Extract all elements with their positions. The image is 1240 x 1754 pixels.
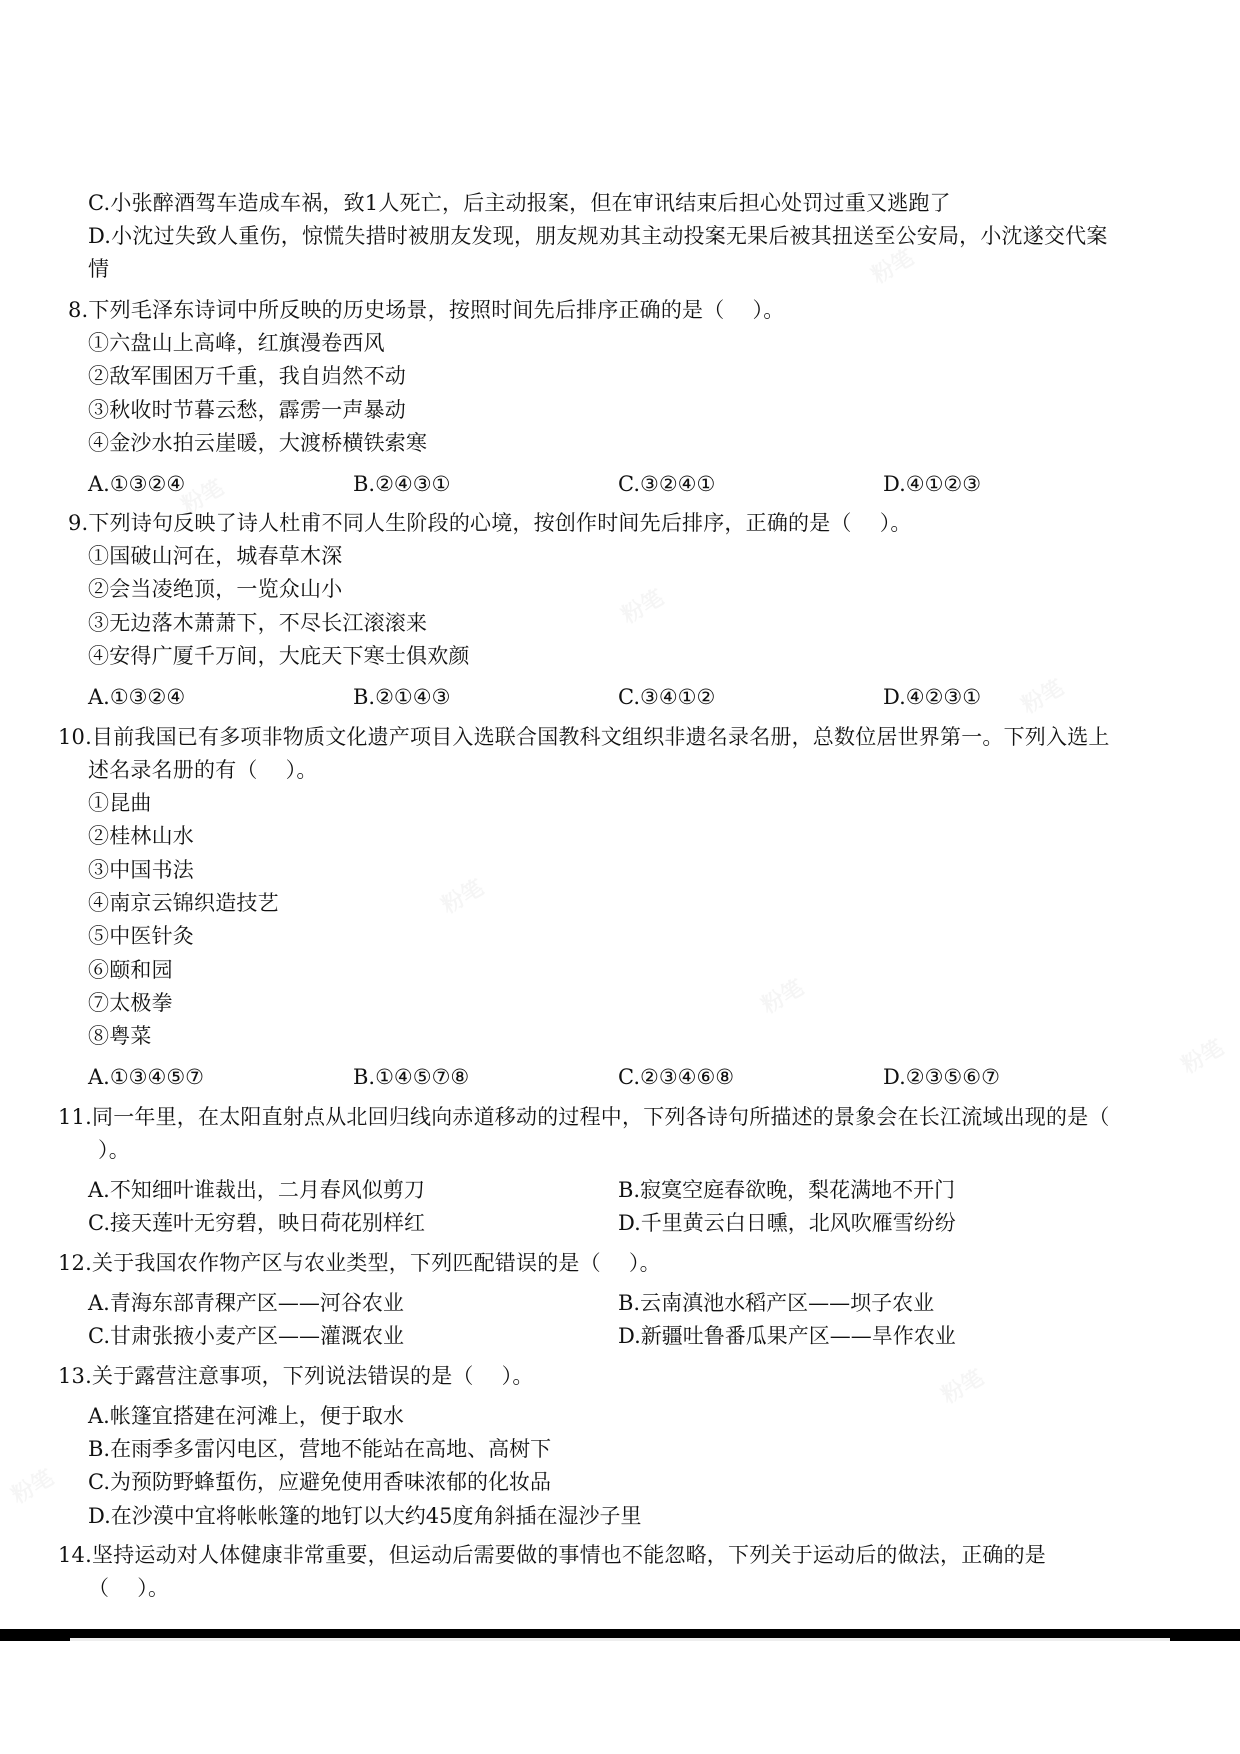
- watermark: 粉笔: [437, 875, 489, 920]
- q8-option-a[interactable]: A.①③②④: [88, 472, 186, 496]
- q7-option-d: D.小沈过失致人重伤，惊慌失措时被朋友发现，朋友规劝其主动投案无果后被其扭送至公安局，小沈遂交代案: [88, 224, 1108, 248]
- q12-stem: 12.关于我国农作物产区与农业类型，下列匹配错误的是（ ）。: [58, 1251, 661, 1275]
- q9-stem: 9.下列诗句反映了诗人杜甫不同人生阶段的心境，按创作时间先后排序，正确的是（ ）。: [68, 511, 912, 535]
- watermark: 粉笔: [7, 1465, 59, 1510]
- q11-option-d[interactable]: D.千里黄云白日曛，北风吹雁雪纷纷: [618, 1211, 956, 1235]
- watermark: 粉笔: [1017, 675, 1069, 720]
- q13-option-c[interactable]: C.为预防野蜂蜇伤，应避免使用香味浓郁的化妆品: [88, 1470, 551, 1494]
- q8-item: ①六盘山上高峰，红旗漫卷西风: [88, 331, 385, 355]
- q12-option-a[interactable]: A.青海东部青稞产区——河谷农业: [88, 1291, 404, 1315]
- q10-item: ④南京云锦织造技艺: [88, 891, 279, 915]
- q8-option-c[interactable]: C.③②④①: [618, 472, 716, 496]
- q10-item: ⑦太极拳: [88, 991, 173, 1015]
- q10-stem: 10.目前我国已有多项非物质文化遗产项目入选联合国教科文组织非遗名录名册，总数位居世界第一。下列入选上: [58, 725, 1110, 749]
- q11-stem-cont: ）。: [98, 1138, 130, 1162]
- q9-option-a[interactable]: A.①③②④: [88, 685, 186, 709]
- watermark: 粉笔: [617, 585, 669, 630]
- q9-option-b[interactable]: B.②①④③: [353, 685, 451, 709]
- q8-option-b[interactable]: B.②④③①: [353, 472, 451, 496]
- q9-item: ③无边落木萧萧下，不尽长江滚滚来: [88, 611, 428, 635]
- q11-stem: 11.同一年里，在太阳直射点从北回归线向赤道移动的过程中，下列各诗句所描述的景象会在长江流域出现的是（: [58, 1105, 1110, 1129]
- q14-stem: 14.坚持运动对人体健康非常重要，但运动后需要做的事情也不能忽略，下列关于运动后的做法，正确的是: [58, 1543, 1046, 1567]
- q10-option-c[interactable]: C.②③④⑥⑧: [618, 1065, 735, 1089]
- q11-option-a[interactable]: A.不知细叶谁裁出，二月春风似剪刀: [88, 1178, 425, 1202]
- q8-item: ④金沙水拍云崖暖，大渡桥横铁索寒: [88, 431, 428, 455]
- q13-option-a[interactable]: A.帐篷宜搭建在河滩上，便于取水: [88, 1404, 404, 1428]
- q10-option-b[interactable]: B.①④⑤⑦⑧: [353, 1065, 470, 1089]
- q13-stem: 13.关于露营注意事项，下列说法错误的是（ ）。: [58, 1364, 534, 1388]
- q10-option-d[interactable]: D.②③⑤⑥⑦: [883, 1065, 1000, 1089]
- q10-item: ②桂林山水: [88, 824, 194, 848]
- q13-option-d[interactable]: D.在沙漠中宜将帐帐篷的地钉以大约45度角斜插在湿沙子里: [88, 1504, 642, 1528]
- q9-item: ②会当凌绝顶，一览众山小: [88, 577, 343, 601]
- q9-option-d[interactable]: D.④②③①: [883, 685, 982, 709]
- scan-border-strip: [70, 1638, 1170, 1641]
- q10-item: ①昆曲: [88, 791, 152, 815]
- q9-option-c[interactable]: C.③④①②: [618, 685, 716, 709]
- q14-stem-cont: （ ）。: [88, 1576, 170, 1600]
- q10-item: ⑤中医针灸: [88, 924, 194, 948]
- q8-item: ②敌军围困万千重，我自岿然不动: [88, 364, 406, 388]
- q10-option-a[interactable]: A.①③④⑤⑦: [88, 1065, 204, 1089]
- watermark: 粉笔: [757, 975, 809, 1020]
- watermark: 粉笔: [867, 245, 919, 290]
- q10-item: ⑥颐和园: [88, 958, 173, 982]
- q7-option-c: C.小张醉酒驾车造成车祸，致1人死亡，后主动报案，但在审讯结束后担心处罚过重又逃跑了: [88, 191, 951, 215]
- q8-stem: 8.下列毛泽东诗词中所反映的历史场景，按照时间先后排序正确的是（ ）。: [68, 298, 785, 322]
- watermark: 粉笔: [1177, 1035, 1229, 1080]
- q8-item: ③秋收时节暮云愁，霹雳一声暴动: [88, 398, 406, 422]
- q12-option-b[interactable]: B.云南滇池水稻产区——坝子农业: [618, 1291, 935, 1315]
- q9-item: ①国破山河在，城春草木深: [88, 544, 343, 568]
- q8-option-d[interactable]: D.④①②③: [883, 472, 982, 496]
- q10-stem-cont: 述名录名册的有（ ）。: [88, 758, 318, 782]
- q12-option-d[interactable]: D.新疆吐鲁番瓜果产区——旱作农业: [618, 1324, 956, 1348]
- q10-item: ⑧粤菜: [88, 1024, 152, 1048]
- q11-option-b[interactable]: B.寂寞空庭春欲晚，梨花满地不开门: [618, 1178, 956, 1202]
- watermark: 粉笔: [177, 475, 229, 520]
- q11-option-c[interactable]: C.接天莲叶无穷碧，映日荷花别样红: [88, 1211, 425, 1235]
- q7-option-d-cont: 情: [88, 257, 110, 281]
- q12-option-c[interactable]: C.甘肃张掖小麦产区——灌溉农业: [88, 1324, 404, 1348]
- q9-item: ④安得广厦千万间，大庇天下寒士俱欢颜: [88, 644, 470, 668]
- watermark: 粉笔: [937, 1365, 989, 1410]
- q10-item: ③中国书法: [88, 858, 194, 882]
- q13-option-b[interactable]: B.在雨季多雷闪电区，营地不能站在高地、高树下: [88, 1437, 552, 1461]
